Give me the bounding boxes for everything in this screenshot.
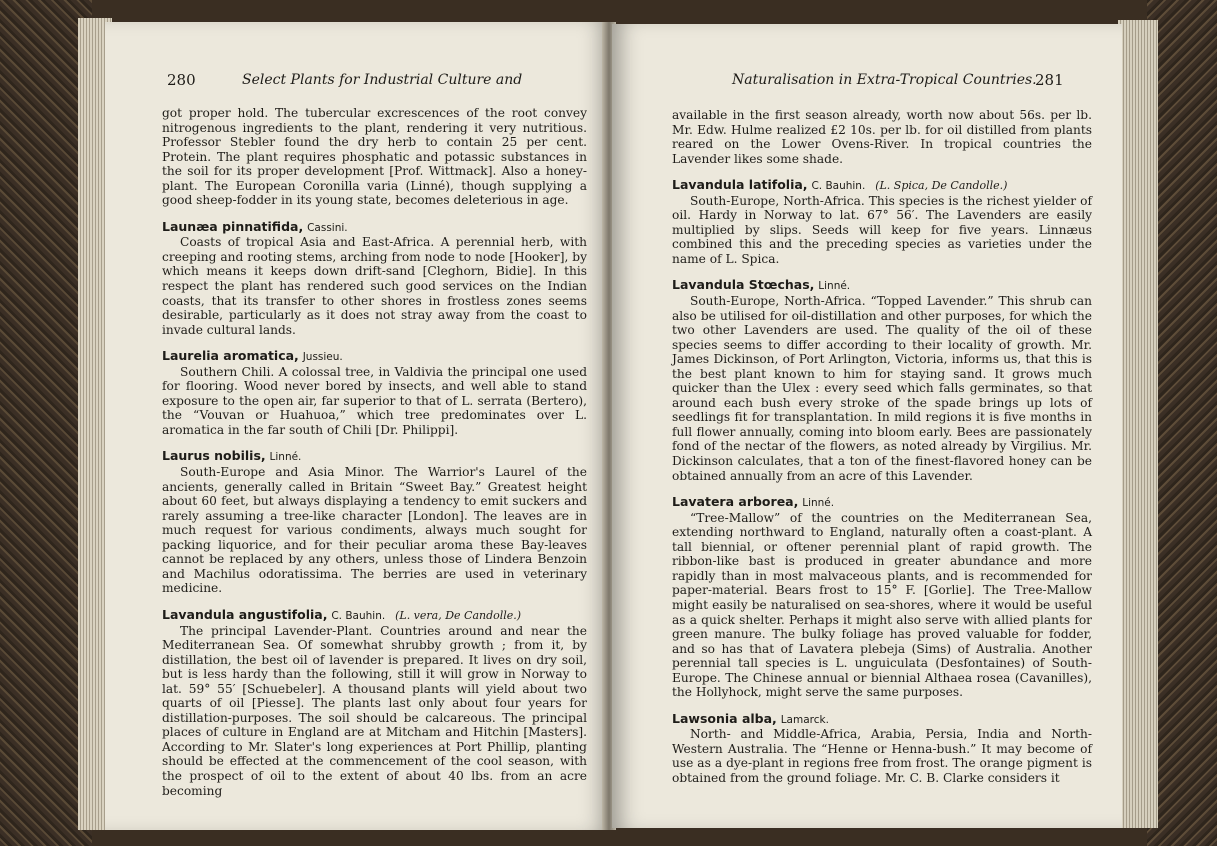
lemma: Laurus nobilis, — [162, 448, 266, 464]
right-page — [612, 24, 1122, 828]
entry-text: North- and Middle-Africa, Arabia, Persia, India and North-Western Australia. The “Henne or Henna-bush.” It may become of use as a dye-plant in regions free from frost. The orange pigment is obtained from the ground foliage. Mr. C. B. Clarke considers it — [672, 727, 1092, 785]
entry-heading — [672, 712, 1092, 728]
opening-paragraph: available in the first season already, worth now about 56s. per lb. Mr. Edw. Hulme realized £2 10s. per lb. for oil distilled from plants reared on the Lower Ovens-River. In tropical countries the Lavender likes some shade. — [672, 108, 1092, 166]
authority: Lamarck. — [780, 713, 829, 726]
opening-paragraph: got proper hold. The tubercular excrescences of the root convey nitrogenous ingredients to the plant, rendering it very nutritious. Professor Stebler found the dry herb to contain 25 per cent. Protein. The plant requires phosphatic and potassic substances in the soil for its proper development [Prof. Wittmack]. Also a honey-plant. The European Coronilla varia (Linné), though supplying a good sheep-fodder in its young state, becomes deleterious in age. — [162, 106, 587, 208]
authority: Cassini. — [307, 221, 348, 234]
lemma: Lavandula angustifolia, — [162, 606, 328, 622]
lemma: Lavatera arborea, — [672, 494, 799, 510]
synonym: (L. Spica, De Candolle.) — [875, 179, 1008, 193]
entry-text: “Tree-Mallow” of the countries on the Mediterranean Sea, extending northward to England, naturally often a coast-plant. A tall biennial, or oftener perennial plant of rapid growth. The ribbon-like bast is produced in greater abundance and more rapidly than in most malvaceous plants, and is recommended for paper-material. Bears frost to 15° F. [Gorlie]. The Tree-Mallow might easily be naturalised on sea-shores, where it would be useful as a quick shelter. Perhaps it might also serve with allied plants for green manure. The bulky foliage has proved valuable for fodder, and so has that of Lavatera plebeja (Sims) of Australia. Another perennial tall species is L. unguiculata (Desfontaines) of South-Europe. The Chinese annual or biennial Althaea rosea (Cavanilles), the Hollyhock, might serve the same purposes. — [672, 510, 1092, 700]
entry-text: South-Europe, North-Africa. “Topped Lavender.” This shrub can also be utilised for oil-distillation and other purposes, for which the two other Lavenders are used. The quality of the oil of these species seems to differ according to their locality of growth. Mr. James Dickinson, of Port Arlington, Victoria, informs us, that this is the best plant known to him for staying sand. It grows much quicker than the Ulex : every seed which falls germinates, so that around each bush every stroke of the spade brings up lots of seedlings fit for transplantation. In mild regions it is five months in full flower annually, coming into bloom early. Bees are passionately fond of the nectar of the flowers, as noted already by Virgilius. Mr. Dickinson calculates, that a ton of the finest-flavored honey can be obtained annually from an acre of this Lavender. — [672, 294, 1092, 483]
authority: C. Bauhin. — [331, 609, 386, 622]
entry-heading — [672, 278, 1092, 294]
running-head: Select Plants for Industrial Culture and — [242, 72, 523, 88]
left-page — [105, 22, 610, 830]
authority: Linné. — [269, 451, 302, 464]
entry-text: Southern Chili. A colossal tree, in Valdivia the principal one used for flooring. Wood never bored by insects, and well able to stand exposure to the open air, far superior to that of L. serrata (Bertero), the “Vouvan or Huahuoa,” which tree predominates over L. aromatica in the far south of Chili [Dr. Philippi]. — [162, 364, 587, 437]
entry-text: South-Europe and Asia Minor. The Warrior's Laurel of the ancients, generally called in Britain “Sweet Bay.” Greatest height about 60 feet, but always displaying a tendency to emit suckers and rarely assuming a tree-like character [London]. The leaves are in much request for various condiments, always much sought for packing liquorice, and for their peculiar aroma these Bay-leaves cannot be replaced by any others, unless those of Lindera Benzoin and Machilus odoratissima. The berries are used in veterinary medicine. — [162, 465, 587, 596]
lemma: Lavandula Stœchas, — [672, 277, 815, 293]
entry-heading — [672, 178, 1092, 194]
page-number: 280 — [167, 71, 196, 89]
lemma: Lavandula latifolia, — [672, 177, 808, 193]
entry-text: South-Europe, North-Africa. This species is the richest yielder of oil. Hardy in Norway to lat. 67° 56′. The Lavenders are easily multiplied by slips. Seeds will keep for five years. Linnæus combined this and the preceding species as varieties under the name of L. Spica. — [672, 193, 1092, 266]
entry-heading — [162, 349, 587, 365]
right-page-edges — [1118, 20, 1158, 828]
lemma: Launæa pinnatifida, — [162, 218, 304, 234]
authority: Linné. — [802, 497, 835, 510]
authority: Linné. — [818, 280, 851, 293]
entry-heading — [162, 608, 587, 624]
entry-text: Coasts of tropical Asia and East-Africa. A perennial herb, with creeping and rooting stems, arching from node to node [Hooker], by which means it keeps down drift-sand [Cleghorn, Bidie]. In this respect the plant has rendered such good services on the Indian coasts, that its transfer to other shores in frostless zones seems desirable, particularly as it does not stray away from the coast to invade cultural lands. — [162, 235, 587, 337]
lemma: Lawsonia alba, — [672, 710, 777, 726]
entry-text: The principal Lavender-Plant. Countries around and near the Mediterranean Sea. Of somewhat shrubby growth ; from it, by distillation, the best oil of lavender is prepared. It lives on dry soil, but is less hardy than the following, still it will grow in Norway to lat. 59° 55′ [Schuebeler]. A thousand plants will yield about two quarts of oil [Piesse]. The plants last only about four years for distillation-purposes. The soil should be calcareous. The principal places of culture in England are at Mitcham and Hitchin [Masters]. According to Mr. Slater's long experiences at Port Phillip, planting should be effected at the commencement of the cool season, with the prospect of oil to the extent of about 40 lbs. from an acre becoming — [162, 623, 587, 798]
entry-heading — [162, 449, 587, 465]
authority: C. Bauhin. — [811, 180, 866, 193]
synonym: (L. vera, De Candolle.) — [395, 608, 522, 622]
page-number: 281 — [1035, 71, 1064, 89]
page-text — [162, 106, 587, 798]
entry-heading — [672, 495, 1092, 511]
page-text — [672, 108, 1092, 786]
entry-heading — [162, 220, 587, 236]
lemma: Laurelia aromatica, — [162, 348, 299, 364]
running-head: Naturalisation in Extra-Tropical Countries. — [732, 72, 1037, 88]
authority: Jussieu. — [302, 351, 343, 364]
